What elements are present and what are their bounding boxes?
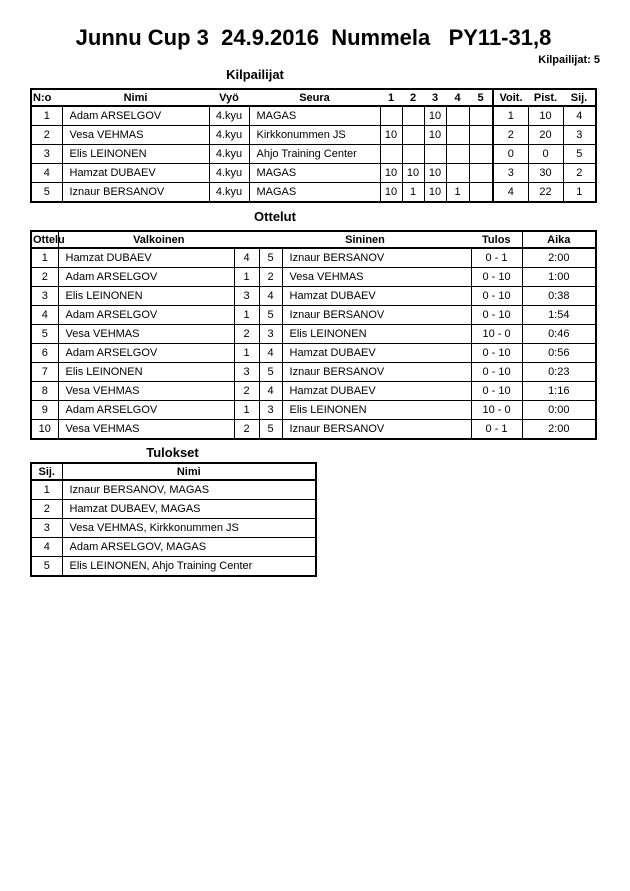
match-time: 0:56 bbox=[522, 344, 596, 363]
blue-fighter-name: Hamzat DUBAEV bbox=[282, 287, 471, 306]
blue-fighter-no: 4 bbox=[259, 287, 282, 306]
final-name-and-club: Elis LEINONEN, Ahjo Training Center bbox=[62, 557, 316, 577]
page-title: Junnu Cup 3 24.9.2016 Nummela PY11-31,8 bbox=[75, 25, 552, 50]
white-fighter-no: 1 bbox=[234, 268, 259, 287]
white-fighter-no: 2 bbox=[234, 420, 259, 440]
white-fighter-no: 2 bbox=[234, 325, 259, 344]
points-value: 20 bbox=[528, 126, 563, 145]
wins-value: 1 bbox=[493, 106, 528, 126]
final-placement: 2 bbox=[31, 500, 62, 519]
col-header-sij: Sij. bbox=[31, 463, 62, 480]
table-row bbox=[31, 538, 316, 557]
match-result: 0 - 1 bbox=[471, 420, 522, 440]
white-fighter-name: Adam ARSELGOV bbox=[58, 268, 234, 287]
col-header-tulos: Tulos bbox=[471, 231, 522, 248]
table-row bbox=[31, 500, 316, 519]
score-vs-5 bbox=[469, 164, 493, 183]
match-time: 0:00 bbox=[522, 401, 596, 420]
white-fighter-name: Vesa VEHMAS bbox=[58, 382, 234, 401]
score-vs-5 bbox=[469, 106, 493, 126]
final-name-and-club: Adam ARSELGOV, MAGAS bbox=[62, 538, 316, 557]
col-header-sij: Sij. bbox=[563, 89, 596, 106]
blue-fighter-name: Elis LEINONEN bbox=[282, 325, 471, 344]
table-row bbox=[31, 106, 596, 126]
blue-fighter-no: 5 bbox=[259, 420, 282, 440]
match-result: 0 - 10 bbox=[471, 363, 522, 382]
white-fighter-name: Adam ARSELGOV bbox=[58, 306, 234, 325]
competitor-name: Hamzat DUBAEV bbox=[62, 164, 209, 183]
col-header-aika: Aika bbox=[522, 231, 596, 248]
match-time: 2:00 bbox=[522, 420, 596, 440]
col-header-4: 4 bbox=[446, 89, 469, 106]
match-result: 0 - 10 bbox=[471, 382, 522, 401]
match-number: 1 bbox=[31, 248, 58, 268]
blue-fighter-name: Iznaur BERSANOV bbox=[282, 420, 471, 440]
blue-fighter-no: 3 bbox=[259, 325, 282, 344]
competitor-number: 3 bbox=[31, 145, 62, 164]
match-number: 2 bbox=[31, 268, 58, 287]
match-number: 6 bbox=[31, 344, 58, 363]
col-header-nimi: Nimi bbox=[62, 463, 316, 480]
score-vs-2: 10 bbox=[402, 164, 424, 183]
table-row bbox=[31, 248, 596, 268]
table-row bbox=[31, 183, 596, 203]
competitor-number: 1 bbox=[31, 106, 62, 126]
score-vs-1: 10 bbox=[380, 183, 402, 203]
kilpailijat-table bbox=[30, 88, 597, 203]
final-placement: 3 bbox=[31, 519, 62, 538]
blue-fighter-no: 2 bbox=[259, 268, 282, 287]
match-result: 0 - 1 bbox=[471, 248, 522, 268]
table-row bbox=[31, 363, 596, 382]
match-time: 1:16 bbox=[522, 382, 596, 401]
col-header-vyo: Vyö bbox=[209, 89, 249, 106]
section-heading-ottelut: Ottelut bbox=[254, 209, 296, 224]
table-row bbox=[31, 420, 596, 440]
competitor-club: MAGAS bbox=[249, 183, 380, 203]
white-fighter-name: Adam ARSELGOV bbox=[58, 344, 234, 363]
match-result: 0 - 10 bbox=[471, 306, 522, 325]
match-number: 10 bbox=[31, 420, 58, 440]
competitor-belt: 4.kyu bbox=[209, 106, 249, 126]
final-name-and-club: Hamzat DUBAEV, MAGAS bbox=[62, 500, 316, 519]
points-value: 0 bbox=[528, 145, 563, 164]
placement-value: 1 bbox=[563, 183, 596, 203]
table-row bbox=[31, 306, 596, 325]
col-header-seura: Seura bbox=[249, 89, 380, 106]
competitor-club: MAGAS bbox=[249, 164, 380, 183]
score-vs-1 bbox=[380, 145, 402, 164]
placement-value: 4 bbox=[563, 106, 596, 126]
wins-value: 4 bbox=[493, 183, 528, 203]
score-vs-4 bbox=[446, 164, 469, 183]
kilpailijat-header-row bbox=[31, 89, 596, 106]
blue-fighter-name: Vesa VEHMAS bbox=[282, 268, 471, 287]
blue-fighter-name: Hamzat DUBAEV bbox=[282, 344, 471, 363]
match-time: 0:38 bbox=[522, 287, 596, 306]
blue-fighter-no: 5 bbox=[259, 248, 282, 268]
table-row bbox=[31, 287, 596, 306]
score-vs-3: 10 bbox=[424, 183, 446, 203]
match-time: 1:00 bbox=[522, 268, 596, 287]
table-row bbox=[31, 480, 316, 500]
match-result: 10 - 0 bbox=[471, 401, 522, 420]
competitor-name: Vesa VEHMAS bbox=[62, 126, 209, 145]
match-result: 10 - 0 bbox=[471, 325, 522, 344]
ottelut-table bbox=[30, 230, 597, 440]
final-placement: 1 bbox=[31, 480, 62, 500]
table-row bbox=[31, 325, 596, 344]
match-number: 4 bbox=[31, 306, 58, 325]
match-number: 7 bbox=[31, 363, 58, 382]
score-vs-1: 10 bbox=[380, 126, 402, 145]
final-name-and-club: Vesa VEHMAS, Kirkkonummen JS bbox=[62, 519, 316, 538]
score-vs-4 bbox=[446, 106, 469, 126]
col-header-no: N:o bbox=[31, 89, 62, 106]
final-placement: 5 bbox=[31, 557, 62, 577]
competitor-club: Kirkkonummen JS bbox=[249, 126, 380, 145]
match-number: 5 bbox=[31, 325, 58, 344]
score-vs-4: 1 bbox=[446, 183, 469, 203]
white-fighter-name: Vesa VEHMAS bbox=[58, 325, 234, 344]
score-vs-3: 10 bbox=[424, 126, 446, 145]
blue-fighter-name: Elis LEINONEN bbox=[282, 401, 471, 420]
blue-fighter-name: Iznaur BERSANOV bbox=[282, 306, 471, 325]
col-header-3: 3 bbox=[424, 89, 446, 106]
blue-fighter-name: Iznaur BERSANOV bbox=[282, 363, 471, 382]
table-row bbox=[31, 382, 596, 401]
competitor-name: Adam ARSELGOV bbox=[62, 106, 209, 126]
blue-fighter-no: 5 bbox=[259, 306, 282, 325]
competitor-club: Ahjo Training Center bbox=[249, 145, 380, 164]
competitor-name: Elis LEINONEN bbox=[62, 145, 209, 164]
blue-fighter-no: 4 bbox=[259, 382, 282, 401]
competitor-name: Iznaur BERSANOV bbox=[62, 183, 209, 203]
score-vs-3 bbox=[424, 145, 446, 164]
match-time: 1:54 bbox=[522, 306, 596, 325]
col-header-nimi: Nimi bbox=[62, 89, 209, 106]
col-header-5: 5 bbox=[469, 89, 493, 106]
table-row bbox=[31, 126, 596, 145]
score-vs-3: 10 bbox=[424, 164, 446, 183]
score-vs-4 bbox=[446, 126, 469, 145]
white-fighter-no: 1 bbox=[234, 344, 259, 363]
tulokset-header-row bbox=[31, 463, 316, 480]
col-header-2: 2 bbox=[402, 89, 424, 106]
wins-value: 3 bbox=[493, 164, 528, 183]
score-vs-3: 10 bbox=[424, 106, 446, 126]
competitor-club: MAGAS bbox=[249, 106, 380, 126]
placement-value: 2 bbox=[563, 164, 596, 183]
col-header-sininen: Sininen bbox=[259, 231, 471, 248]
col-header-1: 1 bbox=[380, 89, 402, 106]
white-fighter-name: Elis LEINONEN bbox=[58, 363, 234, 382]
points-value: 30 bbox=[528, 164, 563, 183]
score-vs-5 bbox=[469, 145, 493, 164]
score-vs-1 bbox=[380, 106, 402, 126]
score-vs-5 bbox=[469, 126, 493, 145]
section-heading-tulokset: Tulokset bbox=[146, 445, 199, 460]
table-row bbox=[31, 145, 596, 164]
participants-count: Kilpailijat: 5 bbox=[538, 54, 600, 66]
match-time: 2:00 bbox=[522, 248, 596, 268]
competitor-belt: 4.kyu bbox=[209, 126, 249, 145]
wins-value: 0 bbox=[493, 145, 528, 164]
blue-fighter-no: 4 bbox=[259, 344, 282, 363]
col-header-pist: Pist. bbox=[528, 89, 563, 106]
blue-fighter-no: 3 bbox=[259, 401, 282, 420]
match-result: 0 - 10 bbox=[471, 268, 522, 287]
tulokset-table bbox=[30, 462, 317, 577]
points-value: 22 bbox=[528, 183, 563, 203]
score-vs-2: 1 bbox=[402, 183, 424, 203]
competitor-number: 4 bbox=[31, 164, 62, 183]
score-vs-4 bbox=[446, 145, 469, 164]
wins-value: 2 bbox=[493, 126, 528, 145]
competitor-number: 5 bbox=[31, 183, 62, 203]
table-row bbox=[31, 268, 596, 287]
white-fighter-name: Adam ARSELGOV bbox=[58, 401, 234, 420]
table-row bbox=[31, 519, 316, 538]
score-vs-2 bbox=[402, 145, 424, 164]
ottelut-header-row bbox=[31, 231, 596, 248]
score-vs-2 bbox=[402, 126, 424, 145]
final-name-and-club: Iznaur BERSANOV, MAGAS bbox=[62, 480, 316, 500]
white-fighter-no: 1 bbox=[234, 306, 259, 325]
white-fighter-no: 1 bbox=[234, 401, 259, 420]
competitor-number: 2 bbox=[31, 126, 62, 145]
placement-value: 3 bbox=[563, 126, 596, 145]
match-number: 9 bbox=[31, 401, 58, 420]
score-vs-2 bbox=[402, 106, 424, 126]
table-row bbox=[31, 557, 316, 577]
blue-fighter-name: Hamzat DUBAEV bbox=[282, 382, 471, 401]
white-fighter-name: Hamzat DUBAEV bbox=[58, 248, 234, 268]
table-row bbox=[31, 344, 596, 363]
blue-fighter-no: 5 bbox=[259, 363, 282, 382]
match-time: 0:23 bbox=[522, 363, 596, 382]
table-row bbox=[31, 164, 596, 183]
blue-fighter-name: Iznaur BERSANOV bbox=[282, 248, 471, 268]
match-result: 0 - 10 bbox=[471, 344, 522, 363]
section-heading-kilpailijat: Kilpailijat bbox=[226, 67, 284, 82]
match-number: 3 bbox=[31, 287, 58, 306]
match-result: 0 - 10 bbox=[471, 287, 522, 306]
score-vs-1: 10 bbox=[380, 164, 402, 183]
col-header-ottelu: Ottelu bbox=[31, 231, 58, 248]
score-vs-5 bbox=[469, 183, 493, 203]
match-number: 8 bbox=[31, 382, 58, 401]
white-fighter-no: 4 bbox=[234, 248, 259, 268]
match-time: 0:46 bbox=[522, 325, 596, 344]
white-fighter-no: 3 bbox=[234, 363, 259, 382]
placement-value: 5 bbox=[563, 145, 596, 164]
competitor-belt: 4.kyu bbox=[209, 145, 249, 164]
points-value: 10 bbox=[528, 106, 563, 126]
competitor-belt: 4.kyu bbox=[209, 164, 249, 183]
table-row bbox=[31, 401, 596, 420]
white-fighter-name: Elis LEINONEN bbox=[58, 287, 234, 306]
col-header-valkoinen: Valkoinen bbox=[58, 231, 259, 248]
white-fighter-name: Vesa VEHMAS bbox=[58, 420, 234, 440]
white-fighter-no: 2 bbox=[234, 382, 259, 401]
competitor-belt: 4.kyu bbox=[209, 183, 249, 203]
white-fighter-no: 3 bbox=[234, 287, 259, 306]
col-header-voit: Voit. bbox=[493, 89, 528, 106]
final-placement: 4 bbox=[31, 538, 62, 557]
